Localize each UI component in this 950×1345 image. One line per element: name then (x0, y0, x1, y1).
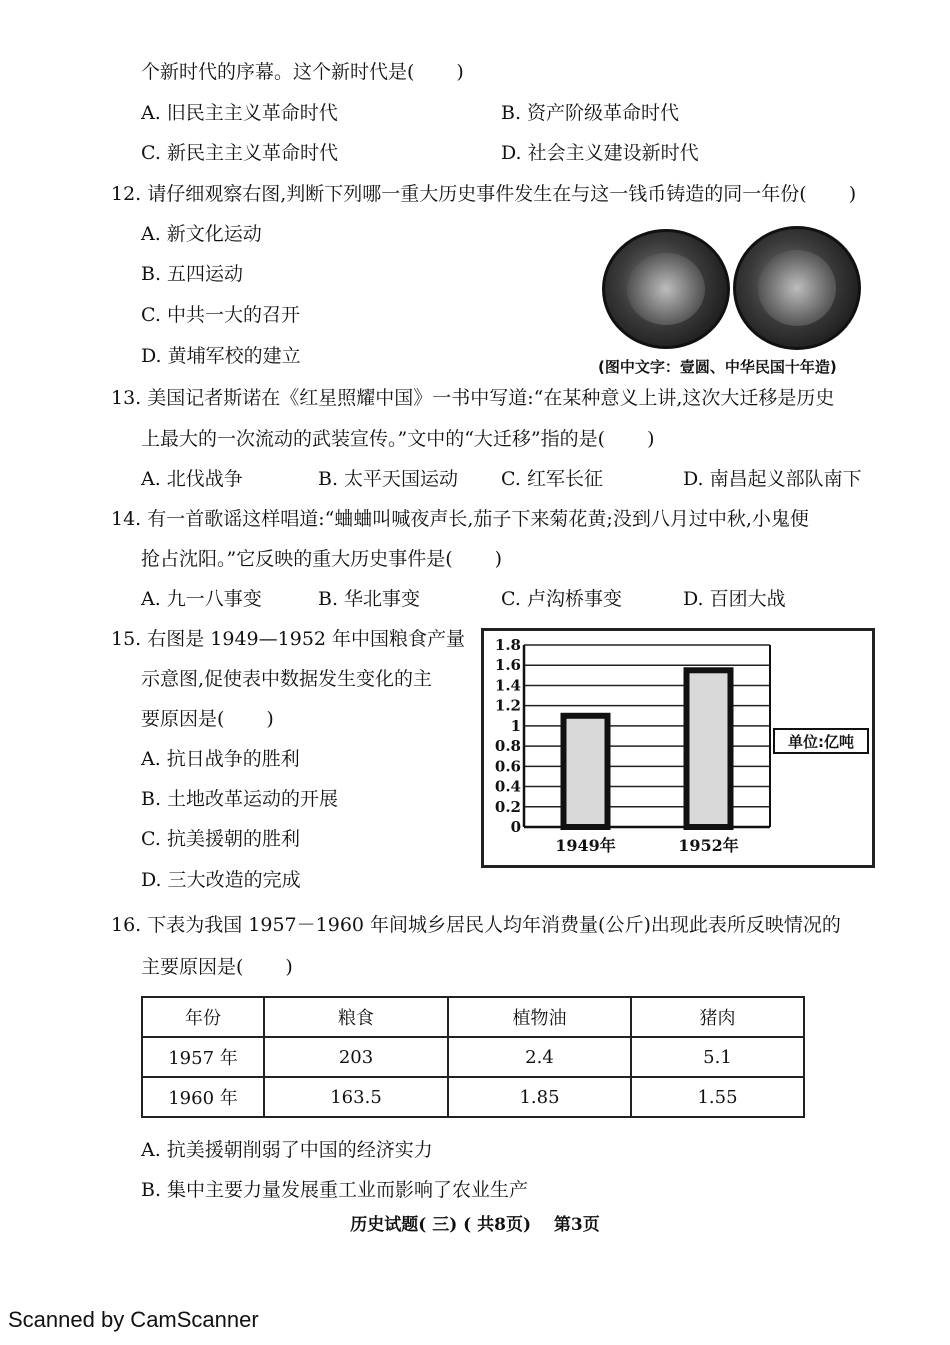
coin-caption: (图中文字：壹圆、中华民国十年造) (598, 358, 837, 376)
table-cell: 203 (264, 1037, 448, 1077)
q11-option-d: D. 社会主义建设新时代 (501, 142, 699, 164)
table-header-cell: 年份 (142, 997, 264, 1037)
q14-option-b: B. 华北事变 (318, 588, 421, 610)
q12-option-a: A. 新文化运动 (141, 223, 262, 245)
y-tick-label: 1.8 (494, 636, 521, 654)
q12-option-d: D. 黄埔军校的建立 (141, 345, 301, 367)
q14-option-d: D. 百团大战 (683, 588, 786, 610)
q13-option-b: B. 太平天国运动 (318, 468, 459, 490)
table-row (142, 1037, 804, 1077)
q13-option-a: A. 北伐战争 (141, 468, 243, 490)
q14-stem-line1: 14. 有一首歌谣这样唱道:“蛐蛐叫喊夜声长,茄子下来菊花黄;没到八月过中秋,小鬼便 (111, 508, 809, 530)
q15-stem-line3: 要原因是( ) (141, 708, 274, 730)
table-header-cell: 粮食 (264, 997, 448, 1037)
consumption-table (141, 996, 805, 1118)
y-tick-label: 0.2 (494, 797, 521, 816)
q11-option-a: A. 旧民主主义革命时代 (141, 102, 338, 124)
table-cell: 163.5 (264, 1077, 448, 1117)
q15-option-a: A. 抗日战争的胜利 (141, 748, 300, 770)
bar-2 (687, 670, 731, 827)
q15-stem-line2: 示意图,促使表中数据发生变化的主 (141, 668, 433, 690)
x-category-label: 1952年 (678, 836, 739, 855)
q16-stem-line2: 主要原因是( ) (141, 956, 293, 978)
q12-option-c: C. 中共一大的召开 (141, 304, 300, 326)
coin-reverse-image (733, 226, 861, 350)
q16-option-a: A. 抗美援朝削弱了中国的经济实力 (141, 1139, 433, 1161)
y-tick-label: 0.4 (494, 777, 521, 796)
scanner-watermark: Scanned by CamScanner (8, 1307, 259, 1332)
table-cell: 5.1 (631, 1037, 804, 1077)
q14-option-a: A. 九一八事变 (141, 588, 262, 610)
q14-stem-line2: 抢占沈阳。”它反映的重大历史事件是( ) (141, 548, 503, 570)
page-footer: 历史试题( 三) ( 共8页) 第3页 (350, 1215, 600, 1235)
y-tick-label: 1.4 (494, 676, 521, 695)
q11-stem-tail: 个新时代的序幕。这个新时代是( ) (141, 61, 464, 83)
y-tick-label: 0.8 (494, 737, 521, 756)
unit-label: 单位:亿吨 (788, 733, 854, 751)
q13-option-c: C. 红军长征 (501, 468, 603, 490)
q15-option-c: C. 抗美援朝的胜利 (141, 828, 300, 850)
table-header-cell: 猪肉 (631, 997, 804, 1037)
q15-option-d: D. 三大改造的完成 (141, 869, 301, 891)
q15-stem-line1: 15. 右图是 1949—1952 年中国粮食产量 (111, 628, 466, 650)
table-header-cell: 植物油 (448, 997, 631, 1037)
table-cell: 2.4 (448, 1037, 631, 1077)
q11-option-b: B. 资产阶级革命时代 (501, 102, 680, 124)
y-tick-label: 1.2 (494, 696, 521, 715)
table-cell: 1960 年 (142, 1077, 264, 1117)
q15-option-b: B. 土地改革运动的开展 (141, 788, 339, 810)
q12-stem: 12. 请仔细观察右图,判断下列哪一重大历史事件发生在与这一钱币铸造的同一年份( ) (111, 183, 857, 205)
q11-option-c: C. 新民主主义革命时代 (141, 142, 338, 164)
table-cell: 1.85 (448, 1077, 631, 1117)
table-row (142, 1077, 804, 1117)
q12-option-b: B. 五四运动 (141, 263, 244, 285)
table-cell: 1.55 (631, 1077, 804, 1117)
bar-1 (564, 716, 608, 827)
coin-obverse-image (602, 229, 730, 349)
grain-chart (484, 631, 872, 865)
y-tick-label: 1.6 (494, 656, 521, 675)
q13-stem-line2: 上最大的一次流动的武装宣传。”文中的“大迁移”指的是( ) (141, 428, 655, 450)
q16-stem-line1: 16. 下表为我国 1957－1960 年间城乡居民人均年消费量(公斤)出现此表所反映情况的 (111, 914, 841, 936)
x-category-label: 1949年 (555, 836, 616, 855)
table-header-row (142, 997, 804, 1037)
q16-option-b: B. 集中主要力量发展重工业而影响了农业生产 (141, 1179, 529, 1201)
table-cell: 1957 年 (142, 1037, 264, 1077)
q13-option-d: D. 南昌起义部队南下 (683, 468, 862, 490)
y-tick-label: 0 (510, 818, 521, 836)
grain-chart-frame (481, 628, 875, 868)
y-tick-label: 0.6 (494, 757, 521, 776)
q13-stem-line1: 13. 美国记者斯诺在《红星照耀中国》一书中写道:“在某种意义上讲,这次大迁移是历史 (111, 387, 835, 409)
y-tick-label: 1 (510, 716, 521, 735)
q14-option-c: C. 卢沟桥事变 (501, 588, 622, 610)
